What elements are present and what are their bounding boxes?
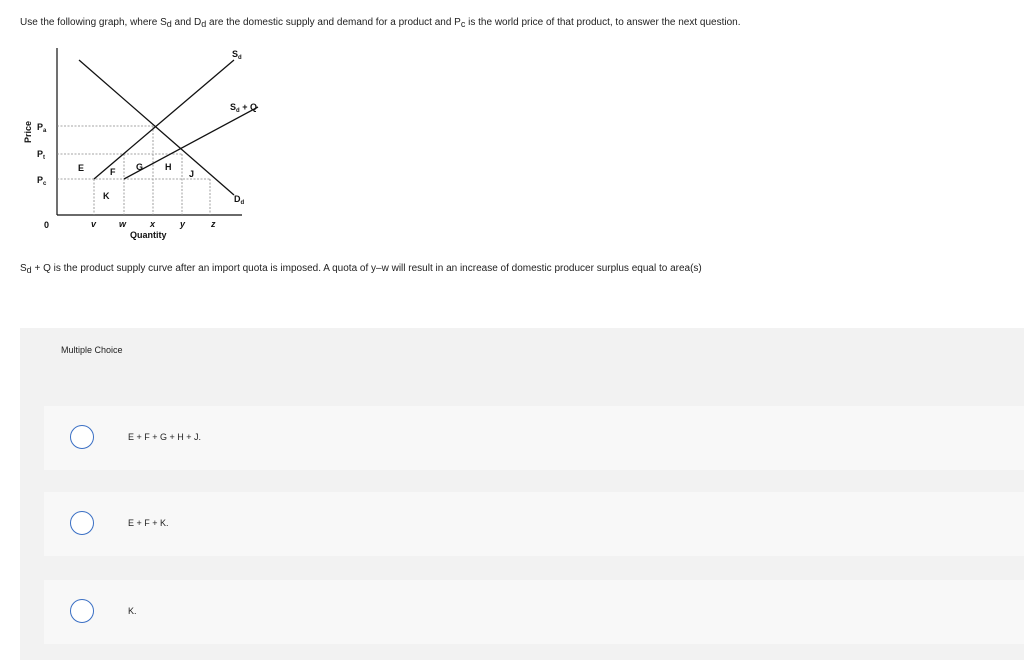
radio-button-icon[interactable] [70, 425, 94, 449]
radio-button-icon[interactable] [70, 511, 94, 535]
area-label-f: F [110, 167, 116, 177]
area-label-k: K [103, 191, 110, 201]
answer-option-3[interactable] [44, 580, 1024, 644]
answer-option-text: K. [128, 606, 137, 616]
curve-label-sd: $S_d$ [232, 49, 242, 61]
multiple-choice-panel [20, 328, 1024, 660]
supply-demand-graph [0, 40, 280, 250]
answer-option-2[interactable] [44, 492, 1024, 556]
quantity-label-y: y [180, 219, 186, 229]
curve-label-dd: $D_d$ [234, 194, 245, 206]
multiple-choice-label: Multiple Choice [61, 345, 123, 355]
price-label-pc: $P_c$ [37, 175, 47, 187]
quantity-label-z: z [211, 219, 216, 229]
area-label-e: E [78, 163, 85, 173]
y-axis-title: Price [23, 120, 33, 144]
price-label-pt: $P_t$ [37, 149, 46, 161]
answer-option-text: E + F + G + H + J. [128, 432, 202, 442]
area-label-h: H [165, 162, 172, 172]
x-axis-title: Quantity [130, 230, 167, 240]
price-label-pa: $P_a$ [37, 122, 47, 134]
quantity-label-w: w [119, 219, 127, 229]
quantity-label-v: v [91, 219, 97, 229]
quantity-label-x: x [150, 219, 156, 229]
answer-option-text: E + F + K. [128, 518, 169, 528]
origin-label: 0 [44, 220, 50, 230]
area-label-g: G [136, 162, 144, 172]
domestic-supply-curve [94, 60, 234, 179]
curve-label-sd-plus-q: $S_d + Q$ [230, 102, 257, 114]
answer-option-1[interactable] [44, 406, 1024, 470]
radio-button-icon[interactable] [70, 599, 94, 623]
area-label-j: J [189, 169, 195, 179]
question-intro: Use the following graph, where $S_d$ and $D_d$ are the domestic supply and demand for a product and $P_c$ is the world price of that product, to answer the next question. [20, 17, 741, 29]
question-statement: $S_d + Q$ is the product supply curve after an import quota is imposed. A quota of y–w will result in an increase of domestic producer surplus equal to area(s) [20, 263, 702, 275]
